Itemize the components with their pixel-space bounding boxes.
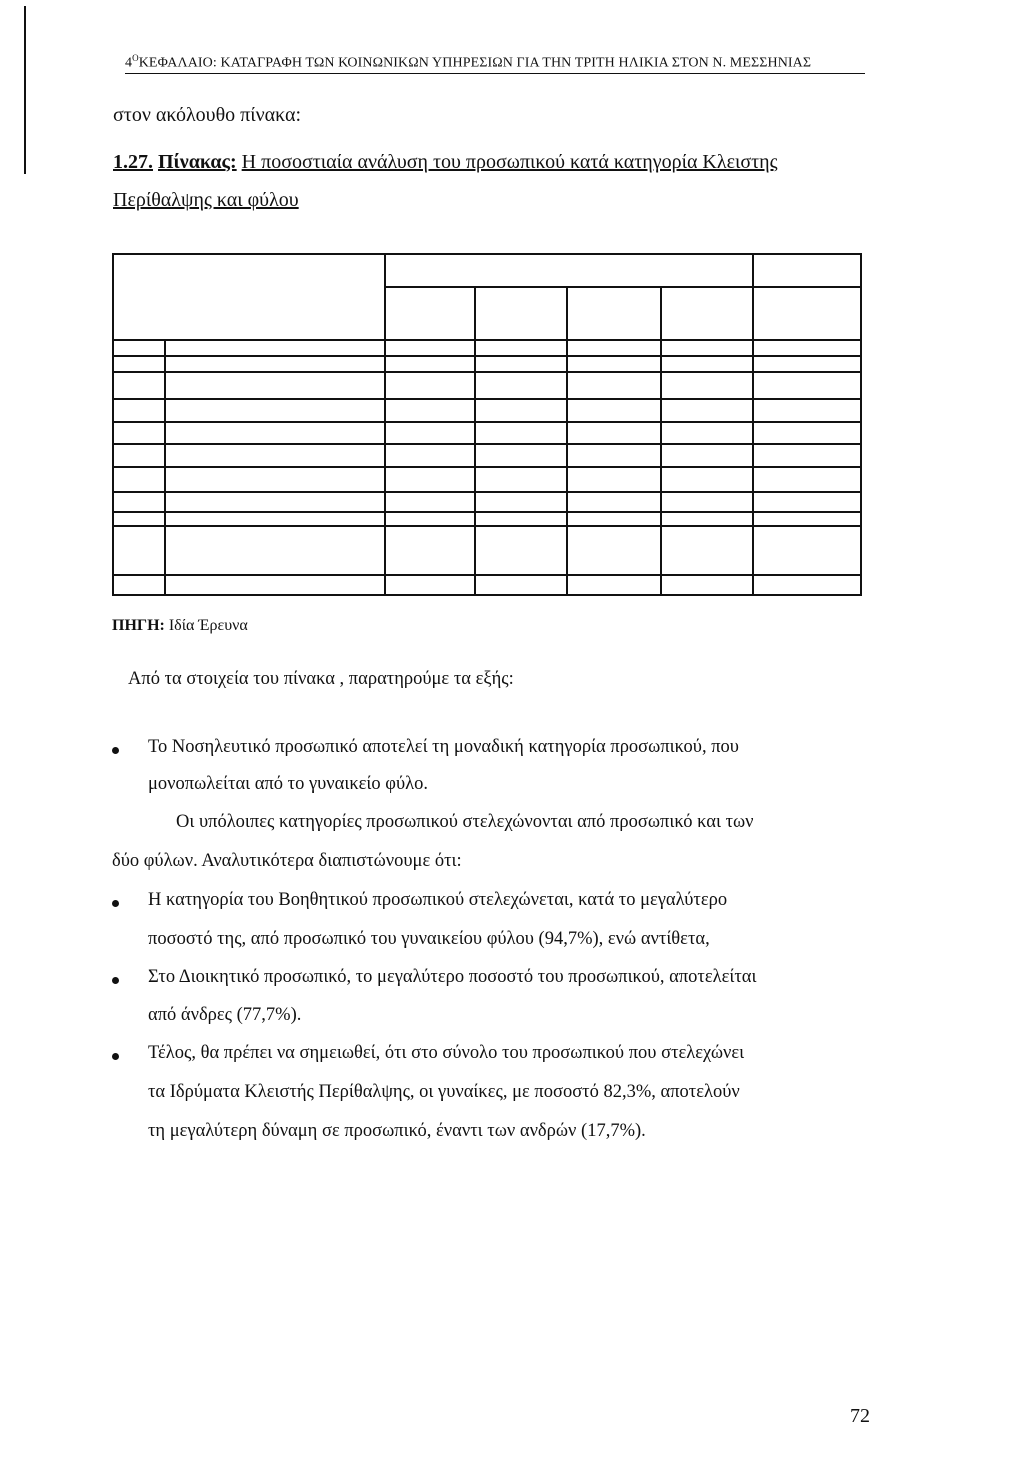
table-border-top bbox=[112, 253, 862, 255]
table-caption bbox=[113, 143, 873, 219]
caption-title: Η ποσοστιαία ανάλυση του προσωπικού κατά κατηγορία Κλειστης Περίθαλψης και φύλου bbox=[113, 151, 778, 211]
table-col-line bbox=[660, 286, 662, 596]
observations-lead: Από τα στοιχεία του πίνακα , παρατηρούμε τα εξής: bbox=[128, 669, 514, 689]
running-header bbox=[125, 53, 865, 74]
chapter-title: ΚΕΦΑΛΑΙΟ: ΚΑΤΑΓΡΑΦΗ ΤΩΝ ΚΟΙΝΩΝΙΚΩΝ ΥΠΗΡΕΣΙΩΝ ΓΙΑ ΤΗΝ ΤΡΙΤΗ ΗΛΙΚΙΑ ΣΤΟΝ Ν. ΜΕΣΣΗΝΙΑΣ bbox=[138, 55, 812, 71]
table-col-line bbox=[752, 253, 754, 596]
table-row-line bbox=[112, 355, 862, 357]
table-row-line bbox=[112, 421, 862, 423]
caption-number: 1.27. bbox=[113, 151, 153, 173]
caption-label: Πίνακας: bbox=[158, 151, 237, 173]
margin-rule bbox=[24, 6, 26, 174]
table-col-line bbox=[566, 286, 568, 596]
table-row-line bbox=[112, 443, 862, 445]
bullet-2-line-1: Η κατηγορία του Βοηθητικού προσωπικού στελεχώνεται, κατά το μεγαλύτερο bbox=[148, 890, 728, 910]
table-row-line bbox=[112, 371, 862, 373]
chapter-superscript: Ο bbox=[132, 53, 139, 63]
table-border-right bbox=[860, 253, 862, 596]
data-table-grid bbox=[112, 253, 862, 596]
table-row-line bbox=[112, 398, 862, 400]
bullet-1-line-1: Το Νοσηλευτικό προσωπικό αποτελεί τη μοναδική κατηγορία προσωπικού, που bbox=[148, 737, 739, 757]
paragraph-2-line-1: Οι υπόλοιπες κατηγορίες προσωπικού στελεχώνονται από προσωπικό και των bbox=[176, 812, 754, 832]
table-row-line bbox=[112, 466, 862, 468]
bullet-3-line-1: Στο Διοικητικό προσωπικό, το μεγαλύτερο ποσοστό του προσωπικού, αποτελείται bbox=[148, 967, 757, 987]
table-col-line bbox=[384, 253, 386, 596]
page-number: 72 bbox=[850, 1405, 870, 1427]
table-border-left bbox=[112, 253, 114, 596]
bullet-icon bbox=[112, 977, 119, 984]
table-border-bottom bbox=[112, 594, 862, 596]
bullet-icon bbox=[112, 1053, 119, 1060]
bullet-2-line-2: ποσοστό της, από προσωπικό του γυναικείου φύλου (94,7%), ενώ αντίθετα, bbox=[148, 929, 710, 949]
table-col-line bbox=[474, 286, 476, 596]
table-source bbox=[112, 617, 248, 635]
bullet-1-line-2: μονοπωλείται από το γυναικείο φύλο. bbox=[148, 774, 428, 794]
bullet-4-line-2: τα Ιδρύματα Κλειστής Περίθαλψης, οι γυναίκες, με ποσοστό 82,3%, αποτελούν bbox=[148, 1082, 740, 1102]
bullet-3-line-2: από άνδρες (77,7%). bbox=[148, 1005, 302, 1025]
table-row-line bbox=[112, 525, 862, 527]
bullet-4-line-3: τη μεγαλύτερη δύναμη σε προσωπικό, έναντι των ανδρών (17,7%). bbox=[148, 1121, 646, 1141]
table-row-line bbox=[112, 574, 862, 576]
paragraph-2-line-2: δύο φύλων. Αναλυτικότερα διαπιστώνουμε ότι: bbox=[112, 851, 462, 871]
bullet-icon bbox=[112, 747, 119, 754]
bullet-4-line-1: Τέλος, θα πρέπει να σημειωθεί, ότι στο σύνολο του προσωπικού που στελεχώνει bbox=[148, 1043, 745, 1063]
bullet-icon bbox=[112, 900, 119, 907]
table-row-line bbox=[112, 491, 862, 493]
table-row-line bbox=[112, 511, 862, 513]
source-text: Ιδία Έρευνα bbox=[168, 617, 248, 634]
chapter-number: 4 bbox=[125, 55, 133, 71]
table-row-line bbox=[112, 339, 862, 341]
table-subheader-line bbox=[384, 286, 860, 288]
source-label: ΠΗΓΗ: bbox=[112, 617, 165, 634]
intro-text: στον ακόλουθο πίνακα: bbox=[113, 104, 302, 126]
